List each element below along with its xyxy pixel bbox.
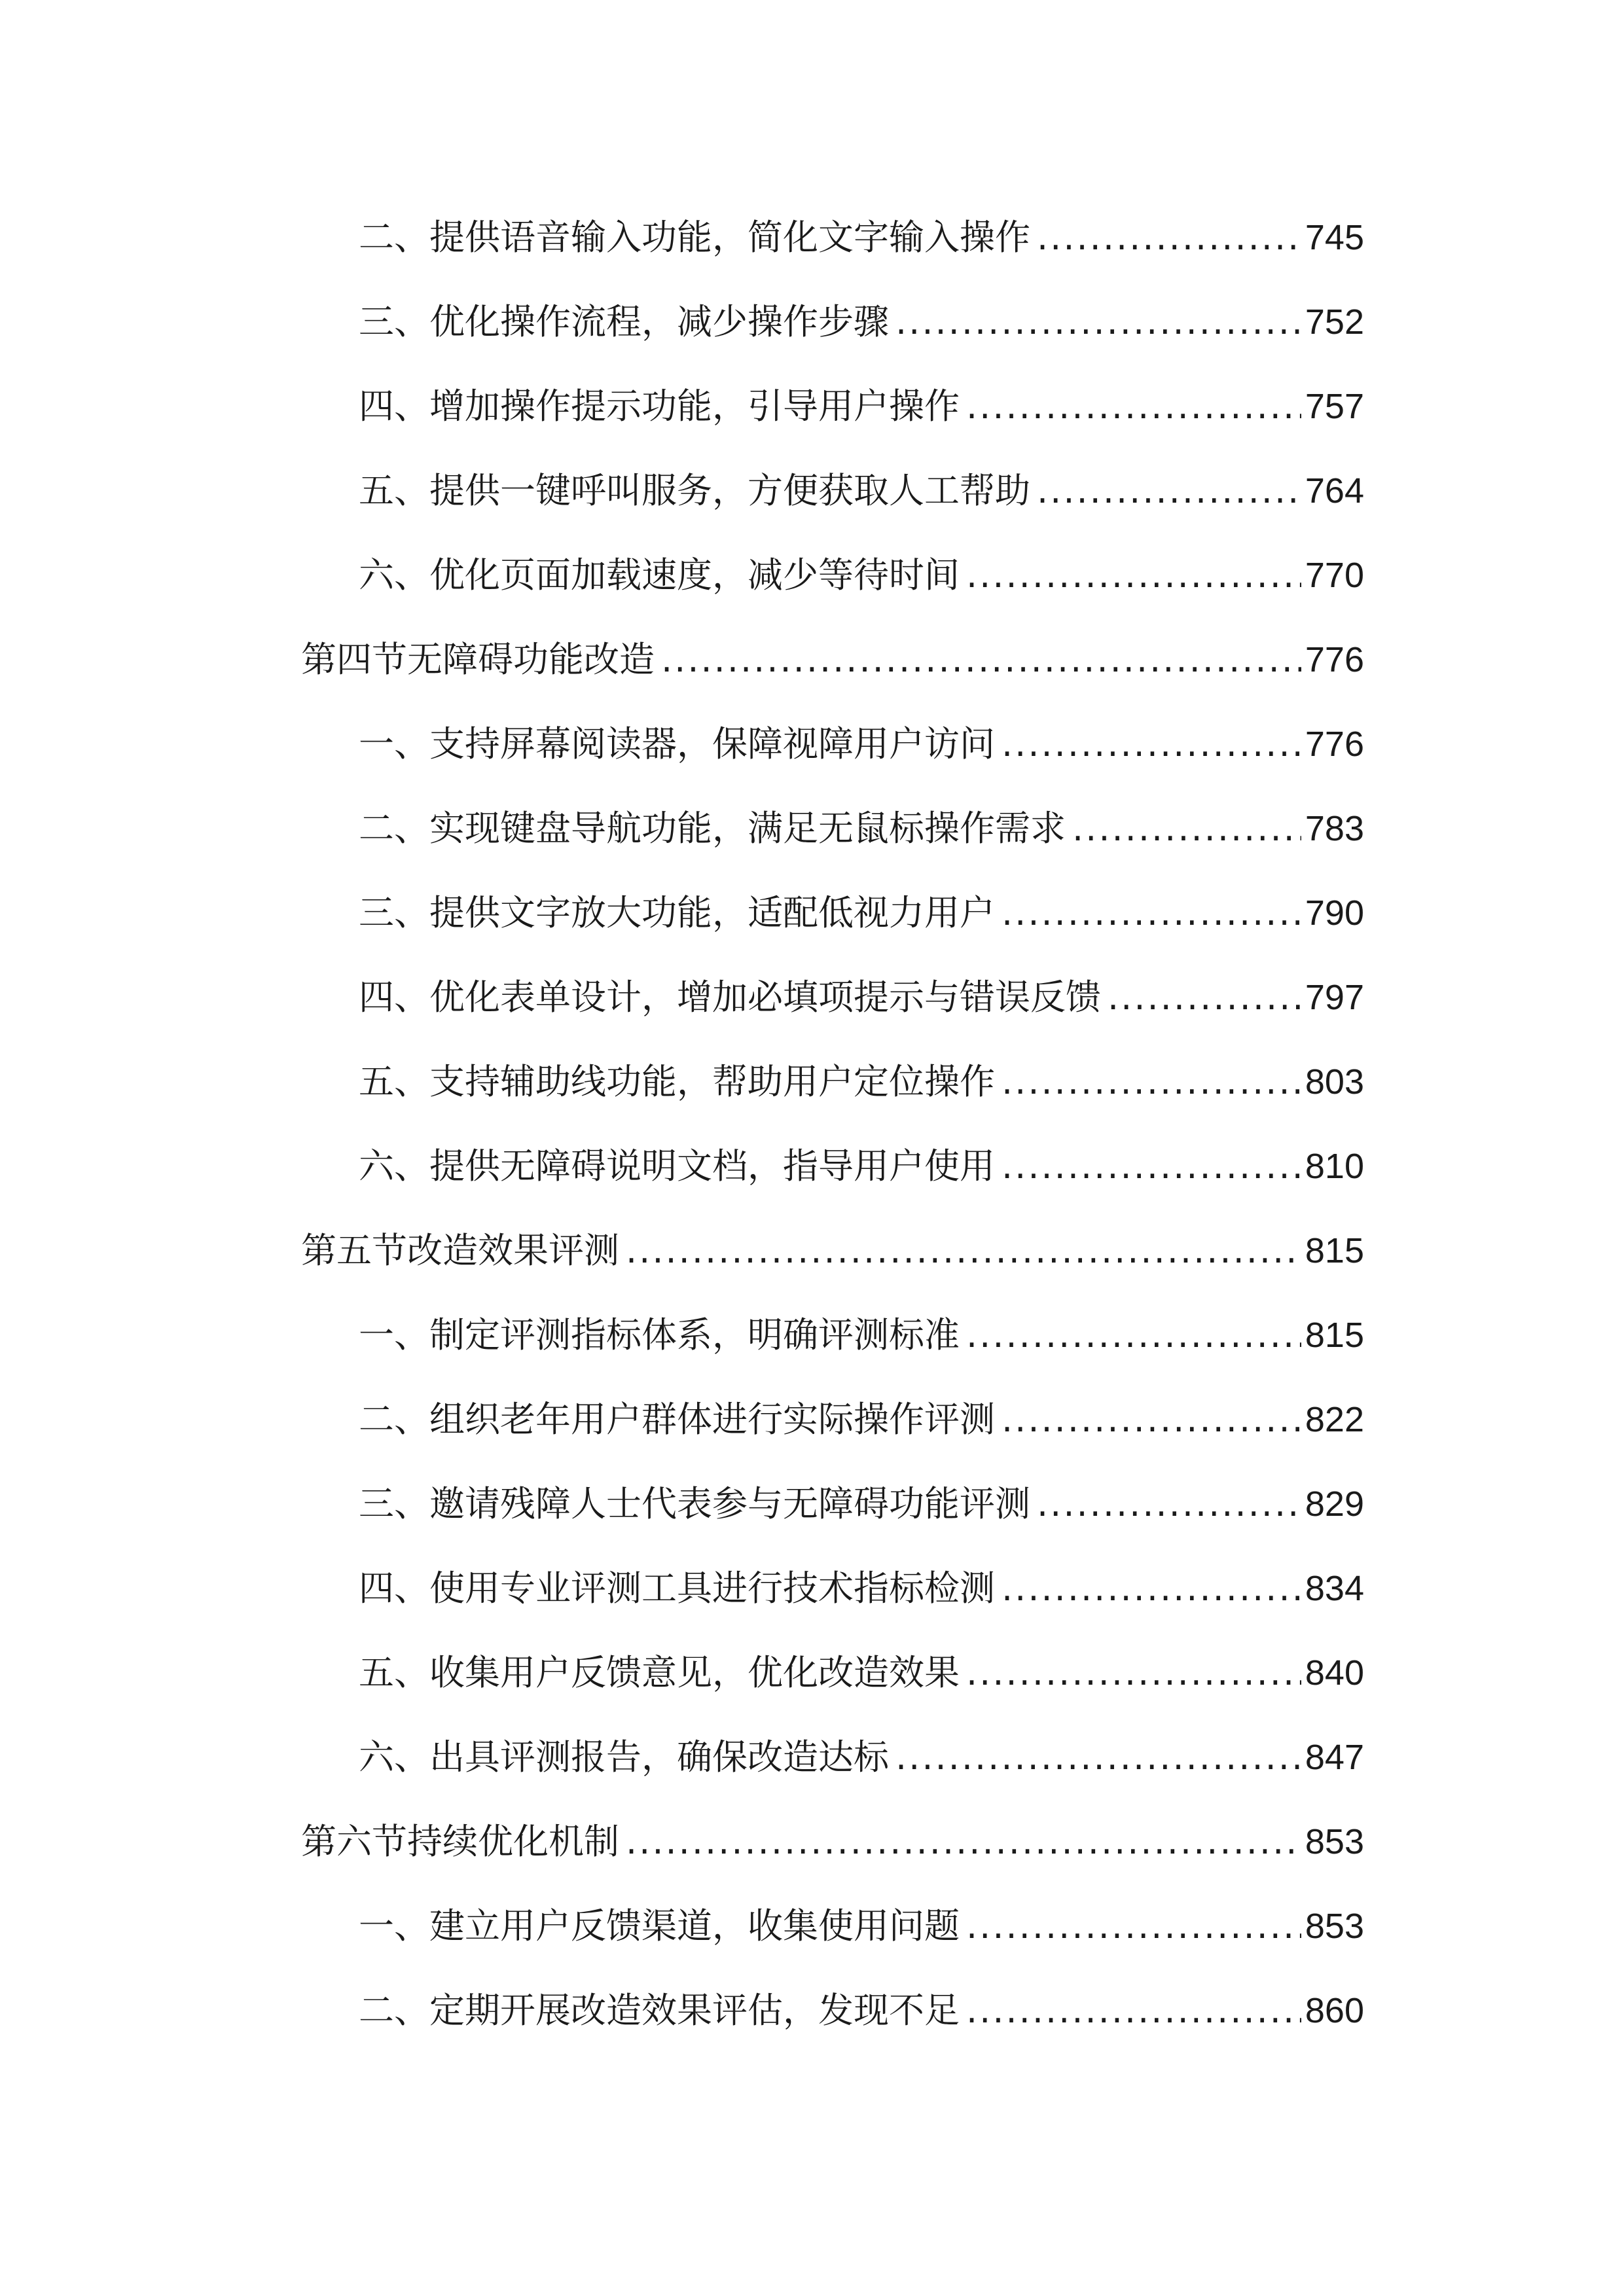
toc-entry-title: 五、提供一键呼叫服务，方便获取人工帮助 — [359, 470, 1030, 511]
toc-leader-dots — [1108, 971, 1301, 1024]
toc-entry-title: 二、组织老年用户群体进行实际操作评测 — [359, 1399, 995, 1440]
toc-entry-page: 783 — [1305, 809, 1364, 848]
toc-entry-page: 840 — [1305, 1653, 1364, 1693]
toc-leader-dots — [1001, 1393, 1301, 1446]
toc-leader-dots — [661, 634, 1301, 686]
toc-entry[interactable] — [359, 1562, 1364, 1615]
toc-section-entry[interactable] — [301, 634, 1364, 686]
toc-entry-title: 六、提供无障碍说明文档，指导用户使用 — [359, 1145, 995, 1187]
toc-entry-title: 第五节改造效果评测 — [301, 1230, 619, 1271]
toc-leader-dots — [1001, 1140, 1301, 1193]
toc-entry-page: 757 — [1305, 387, 1364, 426]
toc-entry-page: 829 — [1305, 1484, 1364, 1524]
toc-entry-title: 二、定期开展改造效果评估，发现不足 — [359, 1990, 960, 2031]
toc-entry-title: 三、邀请残障人士代表参与无障碍功能评测 — [359, 1483, 1030, 1524]
toc-entry-title: 六、出具评测报告，确保改造达标 — [359, 1736, 889, 1778]
toc-leader-dots — [1001, 1056, 1301, 1108]
toc-leader-dots — [626, 1225, 1301, 1277]
toc-entry[interactable] — [359, 1056, 1364, 1108]
toc-section-entry[interactable] — [301, 1225, 1364, 1277]
toc-entry-title: 五、收集用户反馈意见，优化改造效果 — [359, 1652, 960, 1693]
toc-entry-page: 776 — [1305, 640, 1364, 679]
toc-entry-page: 810 — [1305, 1147, 1364, 1186]
toc-entry[interactable] — [359, 380, 1364, 433]
toc-entry-title: 第四节无障碍功能改造 — [301, 639, 655, 680]
toc-leader-dots — [966, 1309, 1301, 1361]
toc-entry-title: 三、优化操作流程，减少操作步骤 — [359, 301, 889, 342]
toc-entry[interactable] — [359, 296, 1364, 348]
toc-leader-dots — [966, 380, 1301, 433]
toc-entry-title: 一、制定评测指标体系，明确评测标准 — [359, 1314, 960, 1355]
toc-entry[interactable] — [359, 887, 1364, 939]
toc-entry[interactable] — [359, 549, 1364, 601]
toc-leader-dots — [895, 1731, 1301, 1784]
toc-entry-page: 770 — [1305, 556, 1364, 595]
toc-leader-dots — [1037, 465, 1301, 517]
toc-entry[interactable] — [359, 802, 1364, 855]
toc-entry-page: 847 — [1305, 1738, 1364, 1777]
toc-entry-page: 764 — [1305, 471, 1364, 511]
toc-entry[interactable] — [359, 1478, 1364, 1530]
toc-leader-dots — [1001, 887, 1301, 939]
toc-leader-dots — [1037, 211, 1301, 264]
toc-entry[interactable] — [359, 971, 1364, 1024]
toc-leader-dots — [966, 549, 1301, 601]
toc-entry-page: 860 — [1305, 1991, 1364, 2030]
toc-entry-title: 四、使用专业评测工具进行技术指标检测 — [359, 1568, 995, 1609]
toc-leader-dots — [1001, 1562, 1301, 1615]
toc-leader-dots — [966, 1900, 1301, 1952]
toc-entry-page: 803 — [1305, 1062, 1364, 1102]
toc-entry[interactable] — [359, 465, 1364, 517]
toc-entry-title: 二、提供语音输入功能，简化文字输入操作 — [359, 217, 1030, 258]
toc-entry-title: 四、增加操作提示功能，引导用户操作 — [359, 386, 960, 427]
toc-section-entry[interactable] — [301, 1816, 1364, 1868]
toc-entry[interactable] — [359, 1731, 1364, 1784]
toc-entry[interactable] — [359, 718, 1364, 770]
toc-entry-page: 790 — [1305, 893, 1364, 933]
toc-leader-dots — [1001, 718, 1301, 770]
toc-entry-title: 四、优化表单设计，增加必填项提示与错误反馈 — [359, 977, 1101, 1018]
toc-entry-page: 815 — [1305, 1231, 1364, 1270]
toc-entry-title: 五、支持辅助线功能，帮助用户定位操作 — [359, 1061, 995, 1102]
toc-entry[interactable] — [359, 211, 1364, 264]
toc-entry-page: 853 — [1305, 1822, 1364, 1861]
toc-leader-dots — [1037, 1478, 1301, 1530]
toc-entry[interactable] — [359, 1309, 1364, 1361]
toc-entry-title: 三、提供文字放大功能，适配低视力用户 — [359, 892, 995, 933]
toc-entry-page: 853 — [1305, 1907, 1364, 1946]
toc-entry-title: 六、优化页面加载速度，减少等待时间 — [359, 554, 960, 596]
toc-entry[interactable] — [359, 1393, 1364, 1446]
toc-entry-page: 776 — [1305, 725, 1364, 764]
toc-entry[interactable] — [359, 1984, 1364, 2037]
toc-leader-dots — [895, 296, 1301, 348]
toc-entry-page: 822 — [1305, 1400, 1364, 1439]
toc-leader-dots — [966, 1647, 1301, 1699]
toc-entry[interactable] — [359, 1647, 1364, 1699]
toc-leader-dots — [1072, 802, 1301, 855]
toc-entry-title: 一、建立用户反馈渠道，收集使用问题 — [359, 1905, 960, 1946]
toc-entry-page: 752 — [1305, 302, 1364, 342]
toc-entry-title: 第六节持续优化机制 — [301, 1821, 619, 1862]
toc-entry[interactable] — [359, 1140, 1364, 1193]
toc-entry-page: 745 — [1305, 218, 1364, 257]
toc-entry-title: 一、支持屏幕阅读器，保障视障用户访问 — [359, 723, 995, 764]
toc-entry-page: 815 — [1305, 1316, 1364, 1355]
toc-leader-dots — [626, 1816, 1301, 1868]
toc-entry[interactable] — [359, 1900, 1364, 1952]
toc-entry-page: 834 — [1305, 1569, 1364, 1608]
toc-entry-title: 二、实现键盘导航功能，满足无鼠标操作需求 — [359, 808, 1066, 849]
toc-leader-dots — [966, 1984, 1301, 2037]
toc-entry-page: 797 — [1305, 978, 1364, 1017]
